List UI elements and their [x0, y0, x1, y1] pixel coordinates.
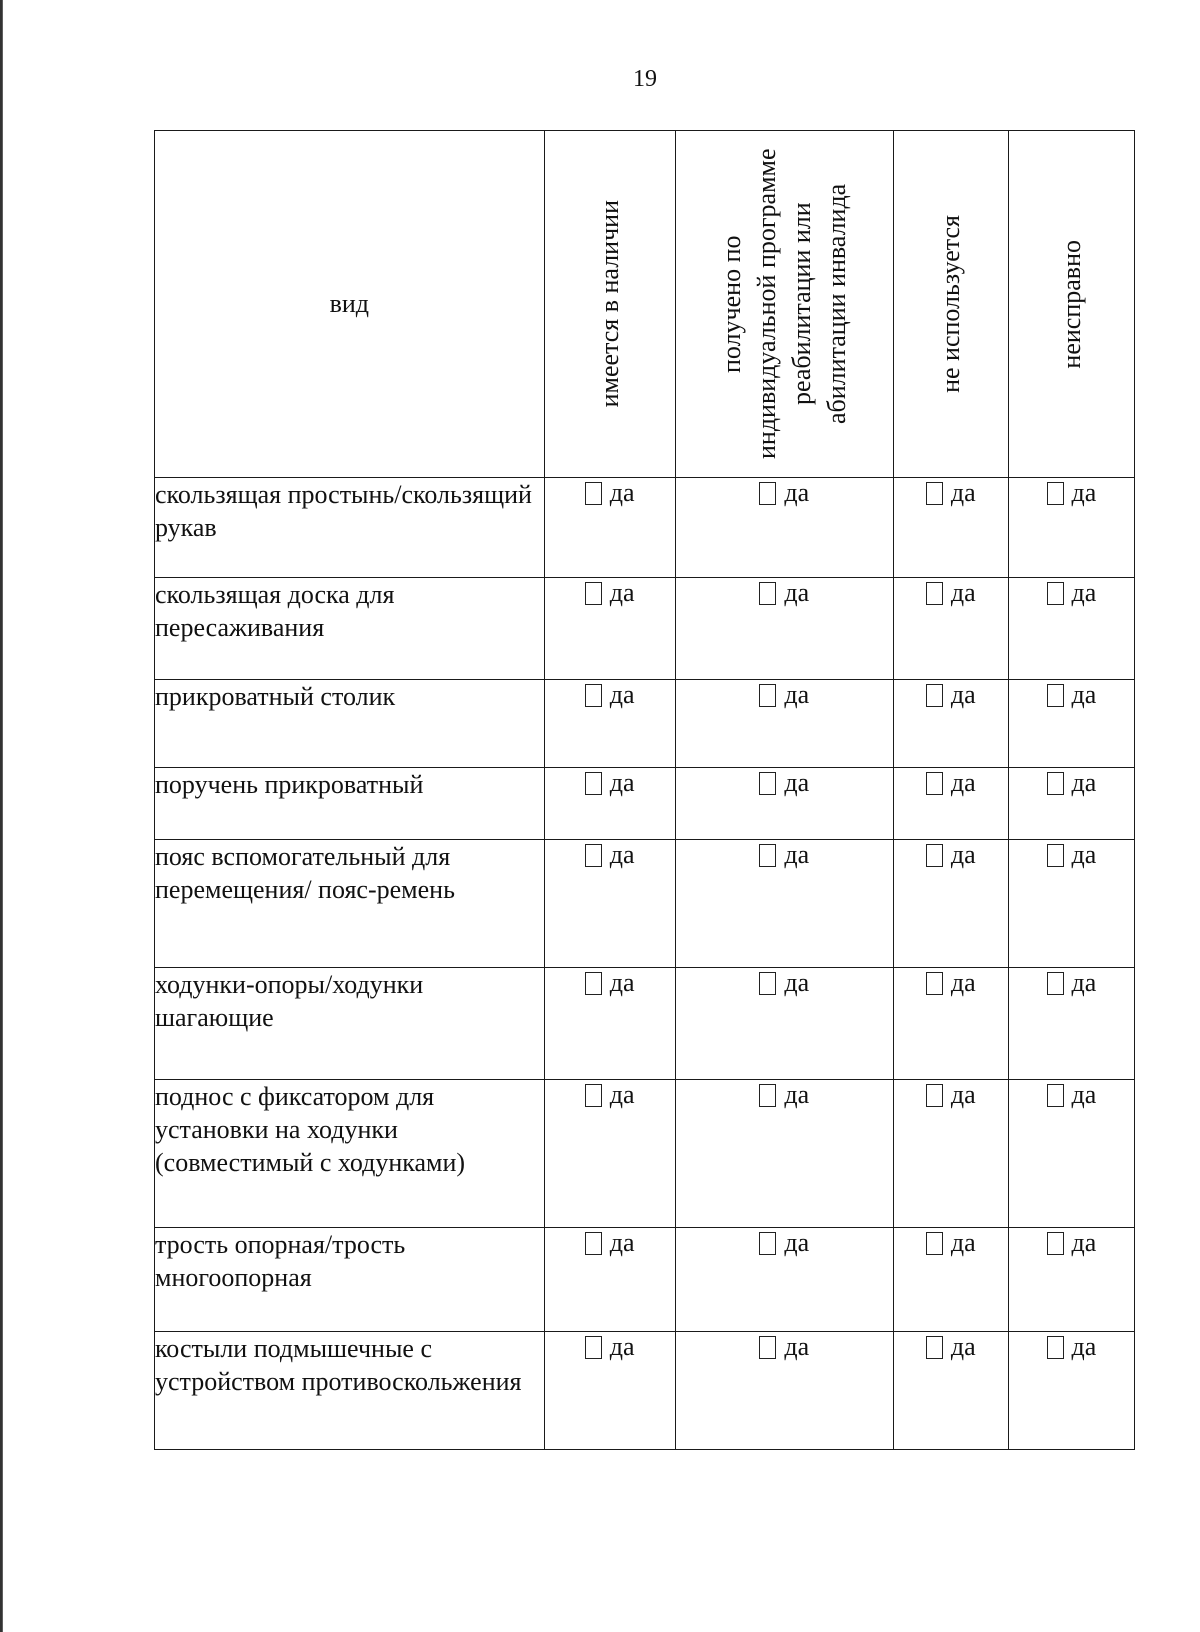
- checkbox-received-ipra[interactable]: [759, 968, 809, 998]
- checkbox-square-icon[interactable]: [1047, 482, 1064, 505]
- checkbox-label: да: [784, 478, 810, 507]
- checkbox-faulty[interactable]: [1047, 1228, 1097, 1258]
- checkbox-received-ipra[interactable]: [759, 478, 809, 508]
- checkbox-not-used[interactable]: [926, 578, 976, 608]
- checkbox-faulty[interactable]: [1047, 578, 1097, 608]
- checkbox-label: да: [609, 968, 635, 997]
- checkbox-available[interactable]: [585, 968, 635, 998]
- header-not-used: не используется: [893, 131, 1008, 478]
- check-cell-faulty: [1008, 1080, 1134, 1228]
- checkbox-square-icon[interactable]: [1047, 1336, 1064, 1359]
- checkbox-label: да: [609, 1080, 635, 1109]
- checkbox-label: да: [1071, 578, 1097, 607]
- check-cell-not-used: [893, 1332, 1008, 1450]
- check-cell-not-used: [893, 768, 1008, 840]
- checkbox-label: да: [1071, 1228, 1097, 1257]
- item-name: прикроватный столик: [155, 680, 545, 768]
- checkbox-square-icon[interactable]: [926, 844, 943, 867]
- check-cell-available: [544, 478, 675, 578]
- checkbox-square-icon[interactable]: [1047, 1084, 1064, 1107]
- checkbox-square-icon[interactable]: [759, 772, 776, 795]
- checkbox-square-icon[interactable]: [759, 582, 776, 605]
- checkbox-not-used[interactable]: [926, 840, 976, 870]
- table-row: [155, 840, 1135, 968]
- checkbox-faulty[interactable]: [1047, 968, 1097, 998]
- check-cell-received-ipra: [675, 768, 893, 840]
- check-cell-received-ipra: [675, 680, 893, 768]
- checkbox-square-icon[interactable]: [1047, 1232, 1064, 1255]
- checkbox-square-icon[interactable]: [1047, 972, 1064, 995]
- checkbox-not-used[interactable]: [926, 768, 976, 798]
- checkbox-square-icon[interactable]: [1047, 582, 1064, 605]
- item-name: скользящая простынь/скользящий рукав: [155, 478, 545, 578]
- check-cell-faulty: [1008, 478, 1134, 578]
- equipment-table: [154, 130, 1135, 1450]
- check-cell-faulty: [1008, 578, 1134, 680]
- check-cell-received-ipra: [675, 578, 893, 680]
- check-cell-not-used: [893, 1080, 1008, 1228]
- check-cell-available: [544, 1228, 675, 1332]
- table-row: [155, 578, 1135, 680]
- checkbox-label: да: [784, 1228, 810, 1257]
- page-number: 19: [633, 66, 657, 92]
- checkbox-not-used[interactable]: [926, 478, 976, 508]
- checkbox-square-icon[interactable]: [1047, 772, 1064, 795]
- item-name: поручень прикроватный: [155, 768, 545, 840]
- check-cell-received-ipra: [675, 968, 893, 1080]
- checkbox-square-icon[interactable]: [585, 972, 602, 995]
- checkbox-square-icon[interactable]: [585, 582, 602, 605]
- checkbox-square-icon[interactable]: [926, 482, 943, 505]
- header-received-ipra: получено по индивидуальной программе реабилитации или абилитации инвалида: [675, 131, 893, 478]
- checkbox-square-icon[interactable]: [926, 1336, 943, 1359]
- checkbox-available[interactable]: [585, 578, 635, 608]
- check-cell-not-used: [893, 680, 1008, 768]
- checkbox-square-icon[interactable]: [1047, 684, 1064, 707]
- checkbox-faulty[interactable]: [1047, 680, 1097, 710]
- checkbox-label: да: [950, 968, 976, 997]
- checkbox-square-icon[interactable]: [585, 1232, 602, 1255]
- header-available: имеется в наличии: [544, 131, 675, 478]
- checkbox-available[interactable]: [585, 478, 635, 508]
- checkbox-label: да: [609, 840, 635, 869]
- checkbox-label: да: [950, 1228, 976, 1257]
- checkbox-label: да: [609, 1332, 635, 1361]
- header-row: [155, 131, 1135, 478]
- checkbox-received-ipra[interactable]: [759, 840, 809, 870]
- checkbox-not-used[interactable]: [926, 1228, 976, 1258]
- checkbox-square-icon[interactable]: [759, 1084, 776, 1107]
- checkbox-label: да: [784, 680, 810, 709]
- item-name: скользящая доска для пересаживания: [155, 578, 545, 680]
- item-name: ходунки-опоры/ходунки шагающие: [155, 968, 545, 1080]
- checkbox-square-icon[interactable]: [926, 582, 943, 605]
- check-cell-faulty: [1008, 840, 1134, 968]
- check-cell-available: [544, 680, 675, 768]
- checkbox-label: да: [950, 680, 976, 709]
- checkbox-square-icon[interactable]: [926, 1232, 943, 1255]
- checkbox-label: да: [1071, 680, 1097, 709]
- table-row: [155, 968, 1135, 1080]
- checkbox-label: да: [950, 478, 976, 507]
- check-cell-available: [544, 1080, 675, 1228]
- checkbox-label: да: [950, 768, 976, 797]
- checkbox-square-icon[interactable]: [585, 1084, 602, 1107]
- check-cell-faulty: [1008, 680, 1134, 768]
- checkbox-square-icon[interactable]: [926, 1084, 943, 1107]
- check-cell-not-used: [893, 968, 1008, 1080]
- checkbox-square-icon[interactable]: [759, 482, 776, 505]
- table-row: [155, 1332, 1135, 1450]
- check-cell-received-ipra: [675, 1080, 893, 1228]
- checkbox-received-ipra[interactable]: [759, 1228, 809, 1258]
- checkbox-not-used[interactable]: [926, 680, 976, 710]
- checkbox-not-used[interactable]: [926, 1332, 976, 1362]
- checkbox-label: да: [609, 478, 635, 507]
- checkbox-square-icon[interactable]: [585, 684, 602, 707]
- table-row: [155, 1080, 1135, 1228]
- checkbox-label: да: [784, 768, 810, 797]
- checkbox-square-icon[interactable]: [585, 1336, 602, 1359]
- checkbox-square-icon[interactable]: [585, 772, 602, 795]
- checkbox-label: да: [1071, 478, 1097, 507]
- checkbox-received-ipra[interactable]: [759, 578, 809, 608]
- checkbox-label: да: [784, 1332, 810, 1361]
- check-cell-received-ipra: [675, 1228, 893, 1332]
- scan-edge: [0, 0, 3, 1632]
- checkbox-label: да: [609, 1228, 635, 1257]
- checkbox-available[interactable]: [585, 1332, 635, 1362]
- checkbox-square-icon[interactable]: [585, 844, 602, 867]
- check-cell-faulty: [1008, 1228, 1134, 1332]
- checkbox-label: да: [784, 840, 810, 869]
- check-cell-not-used: [893, 478, 1008, 578]
- checkbox-faulty[interactable]: [1047, 768, 1097, 798]
- check-cell-received-ipra: [675, 478, 893, 578]
- check-cell-available: [544, 578, 675, 680]
- checkbox-label: да: [950, 840, 976, 869]
- checkbox-faulty[interactable]: [1047, 840, 1097, 870]
- table-row: [155, 478, 1135, 578]
- checkbox-square-icon[interactable]: [759, 684, 776, 707]
- header-type: вид: [155, 131, 545, 478]
- header-faulty: неисправно: [1008, 131, 1134, 478]
- checkbox-label: да: [1071, 768, 1097, 797]
- checkbox-label: да: [784, 968, 810, 997]
- item-name: пояс вспомогательный для перемещения/ пояс-ремень: [155, 840, 545, 968]
- checkbox-available[interactable]: [585, 680, 635, 710]
- checkbox-faulty[interactable]: [1047, 1332, 1097, 1362]
- check-cell-available: [544, 768, 675, 840]
- checkbox-received-ipra[interactable]: [759, 1332, 809, 1362]
- item-name: трость опорная/трость многоопорная: [155, 1228, 545, 1332]
- checkbox-not-used[interactable]: [926, 1080, 976, 1110]
- checkbox-label: да: [1071, 1332, 1097, 1361]
- checkbox-square-icon[interactable]: [759, 1336, 776, 1359]
- checkbox-square-icon[interactable]: [926, 772, 943, 795]
- checkbox-label: да: [609, 768, 635, 797]
- checkbox-label: да: [609, 680, 635, 709]
- item-name: костыли подмышечные с устройством противоскольжения: [155, 1332, 545, 1450]
- checkbox-square-icon[interactable]: [759, 1232, 776, 1255]
- checkbox-faulty[interactable]: [1047, 478, 1097, 508]
- checkbox-square-icon[interactable]: [926, 684, 943, 707]
- check-cell-not-used: [893, 1228, 1008, 1332]
- checkbox-square-icon[interactable]: [1047, 844, 1064, 867]
- checkbox-available[interactable]: [585, 768, 635, 798]
- item-name: поднос с фиксатором для установки на ходунки (совместимый с ходунками): [155, 1080, 545, 1228]
- checkbox-label: да: [784, 578, 810, 607]
- check-cell-faulty: [1008, 1332, 1134, 1450]
- check-cell-available: [544, 1332, 675, 1450]
- checkbox-received-ipra[interactable]: [759, 768, 809, 798]
- checkbox-faulty[interactable]: [1047, 1080, 1097, 1110]
- check-cell-available: [544, 840, 675, 968]
- check-cell-faulty: [1008, 768, 1134, 840]
- checkbox-received-ipra[interactable]: [759, 1080, 809, 1110]
- check-cell-not-used: [893, 578, 1008, 680]
- checkbox-label: да: [1071, 968, 1097, 997]
- checkbox-available[interactable]: [585, 1228, 635, 1258]
- checkbox-square-icon[interactable]: [926, 972, 943, 995]
- table-row: [155, 680, 1135, 768]
- checkbox-label: да: [609, 578, 635, 607]
- checkbox-square-icon[interactable]: [759, 972, 776, 995]
- checkbox-not-used[interactable]: [926, 968, 976, 998]
- checkbox-label: да: [1071, 1080, 1097, 1109]
- check-cell-faulty: [1008, 968, 1134, 1080]
- checkbox-label: да: [950, 1080, 976, 1109]
- table-row: [155, 768, 1135, 840]
- checkbox-label: да: [950, 1332, 976, 1361]
- checkbox-label: да: [1071, 840, 1097, 869]
- checkbox-square-icon[interactable]: [585, 482, 602, 505]
- checkbox-label: да: [784, 1080, 810, 1109]
- check-cell-received-ipra: [675, 1332, 893, 1450]
- checkbox-received-ipra[interactable]: [759, 680, 809, 710]
- check-cell-available: [544, 968, 675, 1080]
- check-cell-not-used: [893, 840, 1008, 968]
- checkbox-square-icon[interactable]: [759, 844, 776, 867]
- checkbox-available[interactable]: [585, 840, 635, 870]
- checkbox-available[interactable]: [585, 1080, 635, 1110]
- table-row: [155, 1228, 1135, 1332]
- checkbox-label: да: [950, 578, 976, 607]
- check-cell-received-ipra: [675, 840, 893, 968]
